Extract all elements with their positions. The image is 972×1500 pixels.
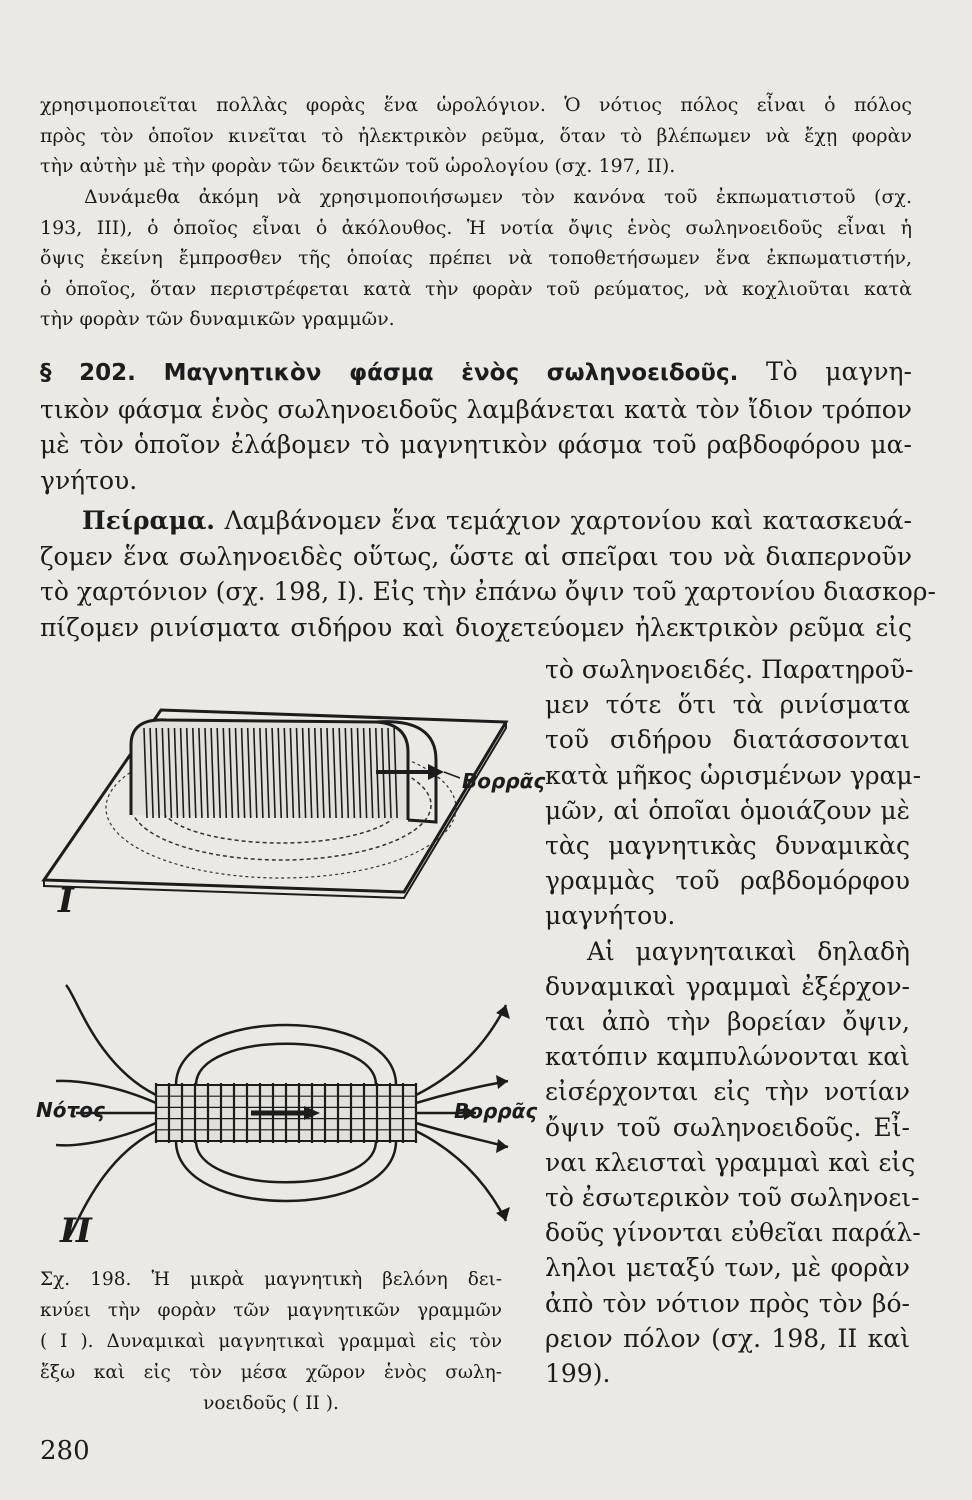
text-line: μῶν, αἱ ὁποῖαι ὁμοιάζουν μὲ <box>545 795 910 825</box>
text-fragment: Τὸ μαγνη- <box>765 357 912 386</box>
text-line: δυναμικαὶ γραμμαὶ ἐξέρχον- <box>545 971 910 1001</box>
text-line: κατὰ μῆκος ὡρισμένων γραμ- <box>545 760 922 790</box>
figure-198-II <box>36 985 536 1250</box>
text-fragment: Λαμβάνομεν ἕνα τεμάχιον χαρτονίου καὶ κατασκευά- <box>224 506 912 535</box>
caption-line: Σχ. 198. Ἡ μικρὰ μαγνητικὴ βελόνη δει- <box>40 1269 502 1290</box>
text-line: πίζομεν ρινίσματα σιδήρου καὶ διοχετεύομεν ἠλεκτρικὸν ρεῦμα εἰς <box>40 612 912 642</box>
text-line: κατόπιν καμπυλώνονται καὶ <box>545 1042 910 1072</box>
text-line: τὴν φορὰν τῶν δυναμικῶν γραμμῶν. <box>40 308 395 330</box>
south-label: Νότος <box>36 1098 105 1122</box>
text-line: τὸ σωληνοειδές. Παρατηροῦ- <box>545 655 914 684</box>
text-line <box>40 354 912 392</box>
text-line: τοῦ σιδήρου διατάσσονται <box>545 725 910 755</box>
text-line: εἰσέρχονται εἰς τὴν νοτίαν <box>545 1077 910 1107</box>
figure-198-I <box>36 700 546 921</box>
text-line: ὄψιν τοῦ σωληνοειδοῦς. Εἶ- <box>545 1112 910 1142</box>
section-202-paragraph <box>40 354 912 498</box>
experiment-label: Πείραμα. <box>82 506 216 535</box>
label-leader <box>444 772 460 778</box>
text-line: ὁ ὁποῖος, ὅταν περιστρέφεται κατὰ τὴν φορὰν τοῦ ρεύματος, νὰ κοχλιοῦται κατὰ <box>40 277 912 300</box>
field-line <box>416 1131 506 1221</box>
text-line <box>40 503 912 539</box>
field-line <box>196 1141 376 1182</box>
text-line: δοῦς γίνονται εὐθεῖαι παράλ- <box>545 1218 921 1248</box>
caption-line: ( Ι ). Δυναμικαὶ μαγνητικαὶ γραμμαὶ εἰς τὸν <box>40 1331 502 1352</box>
intro-paragraph <box>40 90 912 182</box>
experiment-paragraph <box>40 503 936 645</box>
solenoid-cross-section <box>156 1083 416 1143</box>
text-line: Δυνάμεθα ἀκόμη νὰ χρησιμοποιήσωμεν τὸν κανόνα τοῦ ἐκπωματιστοῦ (σχ. <box>84 186 912 208</box>
figure-caption <box>40 1264 502 1419</box>
field-arrow-head <box>496 1005 510 1019</box>
text-line: πρὸς τὸν ὁποῖον κινεῖται τὸ ἠλεκτρικὸν ρεῦμα, ὅταν τὸ βλέπωμεν νὰ ἔχῃ φορὰν <box>40 124 912 147</box>
text-line: 193, ΙΙΙ), ὁ ὁποῖος εἶναι ὁ ἀκόλουθος. Ἡ νοτία ὄψις ἑνὸς σωληνοειδοῦς εἶναι ἡ <box>40 216 912 239</box>
text-line: τὸ ἐσωτερικὸν τοῦ σωληνοει- <box>545 1183 920 1213</box>
text-line: Αἱ μαγνηταικαὶ δηλαδὴ <box>587 936 910 966</box>
text-line: ρειον πόλον (σχ. 198, ΙΙ καὶ <box>545 1323 910 1353</box>
section-heading: § 202. Μαγνητικὸν φάσμα ἑνὸς σωληνοειδοῦς. <box>40 360 739 386</box>
text-line: ὄψις ἐκείνη ἔμπροσθεν τῆς ὁποίας πρέπει νὰ τοποθετήσωμεν ἕνα ἐκπωματιστήν, <box>40 247 912 269</box>
text-line: ται ἀπὸ τὴν βορείαν ὄψιν, <box>545 1007 910 1037</box>
text-line: ληλοι μεταξύ των, μὲ φορὰν <box>545 1253 910 1283</box>
text-line: ἀπὸ τὸν νότιον πρὸς τὸν βό- <box>545 1288 910 1318</box>
page-number: 280 <box>40 1436 90 1466</box>
text-line: γνήτου. <box>40 465 138 495</box>
field-line <box>196 1044 376 1085</box>
text-line: τικὸν φάσμα ἑνὸς σωληνοειδοῦς λαμβάνεται κατὰ τὸν ἴδιον τρόπον <box>40 394 912 424</box>
north-label-bottom: Βορρᾶς <box>454 1099 538 1123</box>
north-label-top: Βορρᾶς <box>462 769 546 793</box>
text-line: τὰς μαγνητικὰς δυναμικὰς <box>545 831 910 861</box>
caption-line: νοειδοῦς ( ΙΙ ). <box>203 1393 339 1414</box>
field-arrow-head <box>496 1207 510 1221</box>
text-line: ναι κλεισταὶ γραμμαὶ καὶ εἰς <box>545 1147 916 1177</box>
text-line: γραμμὰς τοῦ ραβδομόρφου <box>545 866 910 896</box>
right-column-text <box>545 652 922 1391</box>
field-line <box>66 985 156 1095</box>
field-line <box>176 1141 396 1201</box>
field-line <box>56 1123 156 1145</box>
figure-label-II: II <box>60 1211 92 1251</box>
text-line: ζομεν ἕνα σωληνοειδὲς οὕτως, ὥστε αἱ σπεῖραι του νὰ διαπερνοῦν <box>40 541 912 571</box>
text-line: 199). <box>545 1359 611 1389</box>
field-line <box>416 1005 506 1095</box>
caption-line: ἔξω καὶ εἰς τὸν μέσα χῶρον ἑνὸς σωλη- <box>40 1362 502 1383</box>
text-line: μὲ τὸν ὁποῖον ἐλάβομεν τὸ μαγνητικὸν φάσμα τοῦ ραβδοφόρου μα- <box>40 430 912 459</box>
field-arrow-head <box>496 1139 508 1153</box>
figure-label-I: I <box>58 881 74 921</box>
text-line: μεν τότε ὅτι τὰ ρινίσματα <box>545 690 910 720</box>
caption-line: κνύει τὴν φορὰν τῶν μαγνητικῶν γραμμῶν <box>40 1300 502 1321</box>
field-arrow-head <box>496 1075 508 1089</box>
text-line: χρησιμοποιεῖται πολλὰς φορὰς ἕνα ὡρολόγιον. Ὁ νότιος πόλος εἶναι ὁ πόλος <box>40 94 912 116</box>
text-line: μαγνήτου. <box>545 901 676 931</box>
corkscrew-rule-paragraph <box>40 182 912 335</box>
field-line <box>176 1025 396 1085</box>
text-line: τὸ χαρτόνιον (σχ. 198, Ι). Εἰς τὴν ἐπάνω ὄψιν τοῦ χαρτονίου διασκορ- <box>40 577 936 606</box>
field-line <box>416 1123 508 1147</box>
text-line: τὴν αὐτὴν μὲ τὴν φορὰν τῶν δεικτῶν τοῦ ὡρολογίου (σχ. 197, ΙΙ). <box>40 155 676 177</box>
